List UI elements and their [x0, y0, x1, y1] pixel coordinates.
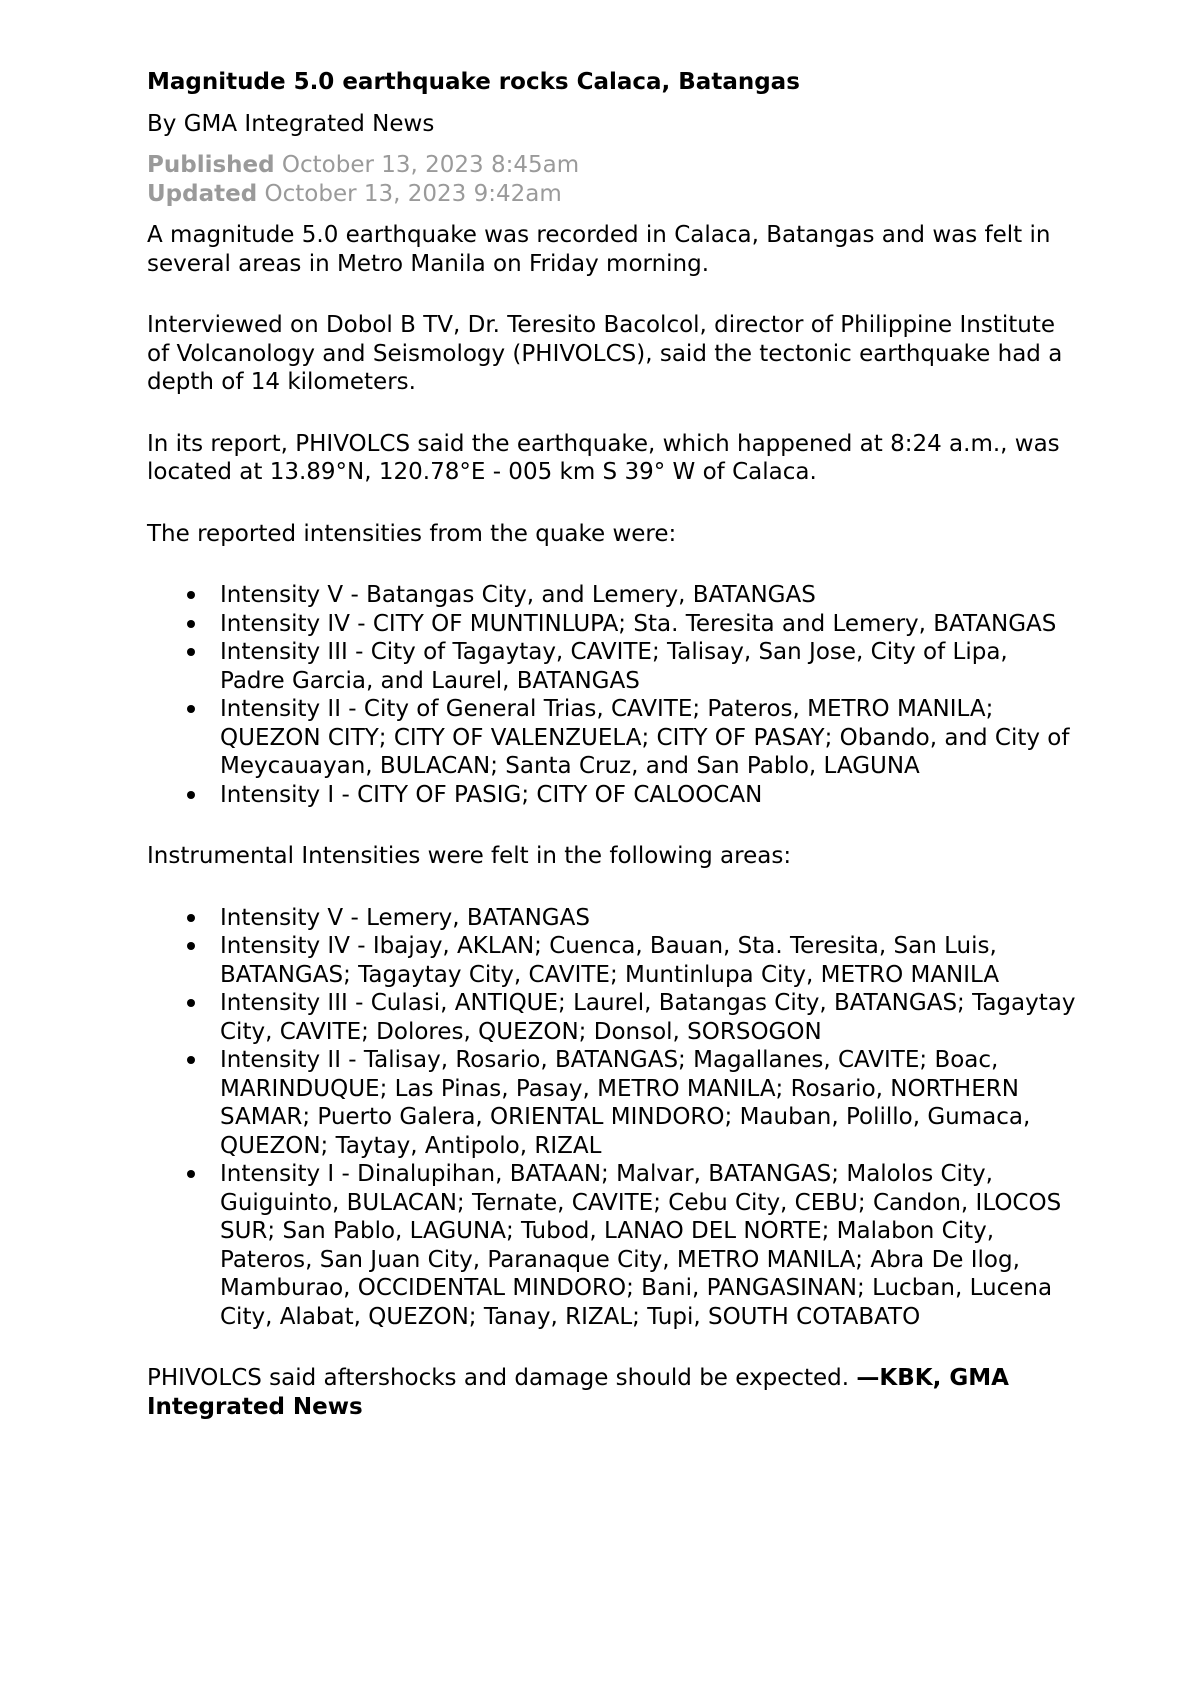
article-title: Magnitude 5.0 earthquake rocks Calaca, Batangas — [147, 69, 800, 95]
paragraph-report: In its report, PHIVOLCS said the earthquake, which happened at 8:24 a.m., was located at 13.89°N, 120.78°E - 005 km S 39° W of Calaca. — [147, 430, 1060, 485]
list-item: Intensity I - Dinalupihan, BATAAN; Malvar, BATANGAS; Malolos City, Guiguinto, BULACAN; Ternate, CAVITE; Cebu City, CEBU; Candon, ILOCOS SUR; San Pablo, LAGUNA; Tubod, LANAO DEL NORTE; Malabon City, Pateros, San Juan City, Paranaque City, METRO MANILA; Abra De Ilog, Mamburao, OCCIDENTAL MINDORO; Bani, PANGASINAN; Lucban, Lucena City, Alabat, QUEZON; Tanay, RIZAL; Tupi, SOUTH COTABATO — [220, 1160, 1077, 1331]
list-item: Intensity I - CITY OF PASIG; CITY OF CALOOCAN — [220, 781, 1077, 810]
list-item: Intensity II - City of General Trias, CAVITE; Pateros, METRO MANILA; QUEZON CITY; CITY OF VALENZUELA; CITY OF PASAY; Obando, and City of Meycauayan, BULACAN; Santa Cruz, and San Pablo, LAGUNA — [220, 695, 1077, 781]
list-item: Intensity II - Talisay, Rosario, BATANGAS; Magallanes, CAVITE; Boac, MARINDUQUE; Las Pinas, Pasay, METRO MANILA; Rosario, NORTHERN SAMAR; Puerto Galera, ORIENTAL MINDORO; Mauban, Polillo, Gumaca, QUEZON; Taytay, Antipolo, RIZAL — [220, 1046, 1077, 1160]
reported-intensities-list — [147, 581, 1077, 809]
paragraph-intro: A magnitude 5.0 earthquake was recorded in Calaca, Batangas and was felt in several areas in Metro Manila on Friday morning. — [147, 222, 1051, 277]
updated-label: Updated — [147, 180, 258, 207]
published-date: October 13, 2023 8:45am — [281, 152, 580, 178]
updated-date: October 13, 2023 9:42am — [264, 180, 562, 207]
closing-signature: —KBK, GMA Integrated News — [147, 1365, 1009, 1420]
list-item: Intensity V - Batangas City, and Lemery, BATANGAS — [220, 581, 1077, 610]
list-item: Intensity V - Lemery, BATANGAS — [220, 904, 1077, 933]
article — [147, 68, 1077, 1454]
list-item: Intensity III - City of Tagaytay, CAVITE; Talisay, San Jose, City of Lipa, Padre Garcia, and Laurel, BATANGAS — [220, 638, 1077, 695]
paragraph-reported-intro: The reported intensities from the quake were: — [147, 520, 677, 547]
updated-line — [147, 180, 1077, 209]
article-dates — [147, 151, 1077, 208]
paragraph-closing — [147, 1364, 1077, 1421]
paragraph-instrumental-intro: Instrumental Intensities were felt in the following areas: — [147, 843, 792, 869]
closing-text: PHIVOLCS said aftershocks and damage should be expected. — [147, 1365, 857, 1391]
published-line — [147, 151, 1077, 180]
list-item: Intensity IV - CITY OF MUNTINLUPA; Sta. Teresita and Lemery, BATANGAS — [220, 610, 1077, 639]
list-item: Intensity IV - Ibajay, AKLAN; Cuenca, Bauan, Sta. Teresita, San Luis, BATANGAS; Tagaytay City, CAVITE; Muntinlupa City, METRO MANILA — [220, 932, 1077, 989]
list-item: Intensity III - Culasi, ANTIQUE; Laurel, Batangas City, BATANGAS; Tagaytay City, CAVITE; Dolores, QUEZON; Donsol, SORSOGON — [220, 990, 1076, 1045]
byline: By GMA Integrated News — [147, 110, 435, 137]
paragraph-interview: Interviewed on Dobol B TV, Dr. Teresito Bacolcol, director of Philippine Institute of Volcanology and Seismology (PHIVOLCS), said the tectonic earthquake had a depth of 14 kilometers. — [147, 312, 1063, 395]
published-label: Published — [147, 152, 275, 178]
instrumental-intensities-list — [147, 904, 1077, 1332]
